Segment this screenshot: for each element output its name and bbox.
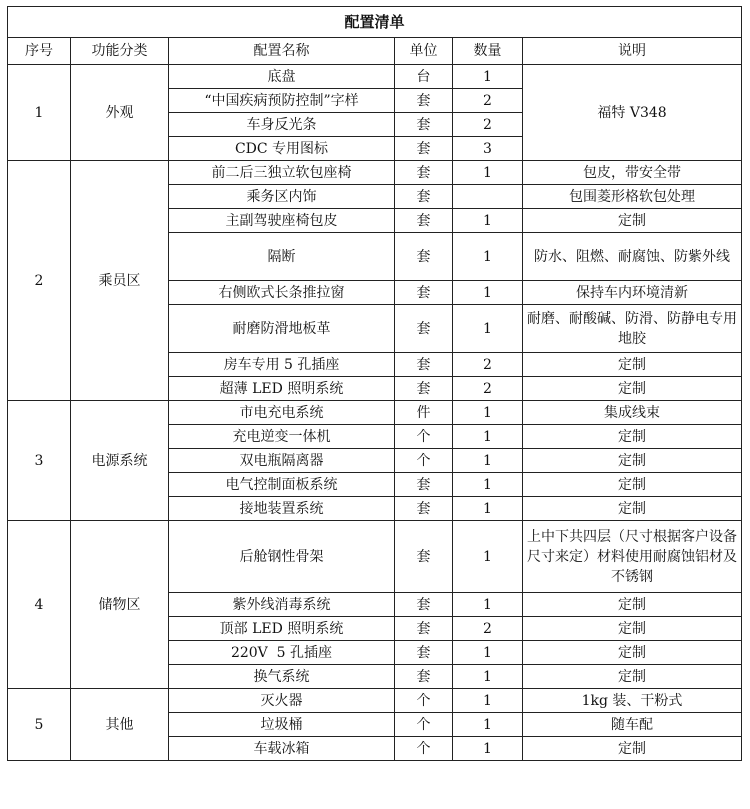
item-qty: 1: [453, 449, 523, 473]
group-category: 电源系统: [71, 401, 169, 521]
item-unit: 套: [395, 209, 453, 233]
item-name: 紫外线消毒系统: [169, 593, 395, 617]
item-unit: 套: [395, 617, 453, 641]
table-row: [8, 401, 742, 425]
item-qty: 1: [453, 209, 523, 233]
item-unit: 个: [395, 425, 453, 449]
item-qty: 1: [453, 689, 523, 713]
item-note: 包皮，带安全带: [523, 161, 742, 185]
item-note: 定制: [523, 473, 742, 497]
item-name: 车身反光条: [169, 113, 395, 137]
item-note: 定制: [523, 737, 742, 761]
item-unit: 个: [395, 689, 453, 713]
item-note: 耐磨、耐酸碱、防滑、防静电专用地胶: [523, 305, 742, 353]
item-qty: 1: [453, 425, 523, 449]
item-qty: 1: [453, 497, 523, 521]
item-name: CDC 专用图标: [169, 137, 395, 161]
item-unit: 套: [395, 89, 453, 113]
item-unit: 套: [395, 185, 453, 209]
item-name: 双电瓶隔离器: [169, 449, 395, 473]
item-qty: 1: [453, 305, 523, 353]
item-unit: 套: [395, 353, 453, 377]
header-category: 功能分类: [71, 38, 169, 65]
config-list-document: [7, 6, 742, 761]
item-qty: 1: [453, 473, 523, 497]
item-unit: 件: [395, 401, 453, 425]
item-unit: 台: [395, 65, 453, 89]
header-row: [8, 38, 742, 65]
group-no: 5: [8, 689, 71, 761]
item-note: 随车配: [523, 713, 742, 737]
item-name: 接地装置系统: [169, 497, 395, 521]
item-qty: 2: [453, 89, 523, 113]
group-category: 其他: [71, 689, 169, 761]
item-name: 主副驾驶座椅包皮: [169, 209, 395, 233]
item-note: 防水、阻燃、耐腐蚀、防紫外线: [523, 233, 742, 281]
item-note: 福特 V348: [523, 65, 742, 161]
item-name: 耐磨防滑地板革: [169, 305, 395, 353]
item-name: 乘务区内饰: [169, 185, 395, 209]
config-table: [7, 6, 742, 761]
item-name: 换气系统: [169, 665, 395, 689]
item-name: 房车专用 5 孔插座: [169, 353, 395, 377]
item-qty: 2: [453, 377, 523, 401]
group-no: 1: [8, 65, 71, 161]
item-unit: 套: [395, 665, 453, 689]
item-unit: 个: [395, 449, 453, 473]
item-qty: 2: [453, 617, 523, 641]
table-row: [8, 521, 742, 593]
group-no: 4: [8, 521, 71, 689]
item-qty: 1: [453, 281, 523, 305]
group-category: 外观: [71, 65, 169, 161]
item-note: 定制: [523, 449, 742, 473]
item-qty: 1: [453, 161, 523, 185]
header-note: 说明: [523, 38, 742, 65]
item-note: 定制: [523, 617, 742, 641]
item-note: 定制: [523, 665, 742, 689]
item-note: 1kg 装、干粉式: [523, 689, 742, 713]
item-name: 车载冰箱: [169, 737, 395, 761]
item-qty: [453, 185, 523, 209]
item-unit: 套: [395, 641, 453, 665]
item-unit: 套: [395, 233, 453, 281]
item-unit: 套: [395, 305, 453, 353]
item-note: 定制: [523, 353, 742, 377]
item-note: 定制: [523, 425, 742, 449]
item-name: 市电充电系统: [169, 401, 395, 425]
item-unit: 套: [395, 593, 453, 617]
item-qty: 1: [453, 737, 523, 761]
item-name: 电气控制面板系统: [169, 473, 395, 497]
item-name: 220V 5 孔插座: [169, 641, 395, 665]
item-note: 定制: [523, 497, 742, 521]
item-unit: 套: [395, 473, 453, 497]
item-name: 前二后三独立软包座椅: [169, 161, 395, 185]
item-note: 保持车内环境清新: [523, 281, 742, 305]
item-name: 顶部 LED 照明系统: [169, 617, 395, 641]
item-name: 超薄 LED 照明系统: [169, 377, 395, 401]
item-name: 充电逆变一体机: [169, 425, 395, 449]
item-name: 隔断: [169, 233, 395, 281]
item-qty: 1: [453, 233, 523, 281]
group-no: 3: [8, 401, 71, 521]
table-title: 配置清单: [8, 7, 742, 38]
item-note: 定制: [523, 593, 742, 617]
item-qty: 2: [453, 353, 523, 377]
item-qty: 1: [453, 665, 523, 689]
item-qty: 1: [453, 641, 523, 665]
item-unit: 套: [395, 521, 453, 593]
item-unit: 套: [395, 161, 453, 185]
item-name: 灭火器: [169, 689, 395, 713]
header-qty: 数量: [453, 38, 523, 65]
header-name: 配置名称: [169, 38, 395, 65]
item-qty: 1: [453, 713, 523, 737]
item-note: 上中下共四层（尺寸根据客户设备尺寸来定）材料使用耐腐蚀铝材及不锈钢: [523, 521, 742, 593]
item-unit: 套: [395, 137, 453, 161]
item-name: 底盘: [169, 65, 395, 89]
item-qty: 3: [453, 137, 523, 161]
item-name: 垃圾桶: [169, 713, 395, 737]
item-unit: 套: [395, 497, 453, 521]
item-unit: 个: [395, 737, 453, 761]
item-note: 定制: [523, 209, 742, 233]
item-name: “中国疾病预防控制”字样: [169, 89, 395, 113]
item-note: 定制: [523, 377, 742, 401]
header-unit: 单位: [395, 38, 453, 65]
item-qty: 1: [453, 65, 523, 89]
table-row: [8, 689, 742, 713]
item-unit: 个: [395, 713, 453, 737]
group-category: 储物区: [71, 521, 169, 689]
item-name: 后舱钢性骨架: [169, 521, 395, 593]
item-note: 包围菱形格软包处理: [523, 185, 742, 209]
item-unit: 套: [395, 281, 453, 305]
item-qty: 1: [453, 401, 523, 425]
item-qty: 2: [453, 113, 523, 137]
item-unit: 套: [395, 377, 453, 401]
table-row: [8, 161, 742, 185]
item-note: 集成线束: [523, 401, 742, 425]
item-note: 定制: [523, 641, 742, 665]
item-name: 右侧欧式长条推拉窗: [169, 281, 395, 305]
item-qty: 1: [453, 593, 523, 617]
header-no: 序号: [8, 38, 71, 65]
group-category: 乘员区: [71, 161, 169, 401]
item-unit: 套: [395, 113, 453, 137]
item-qty: 1: [453, 521, 523, 593]
table-row: [8, 65, 742, 89]
group-no: 2: [8, 161, 71, 401]
